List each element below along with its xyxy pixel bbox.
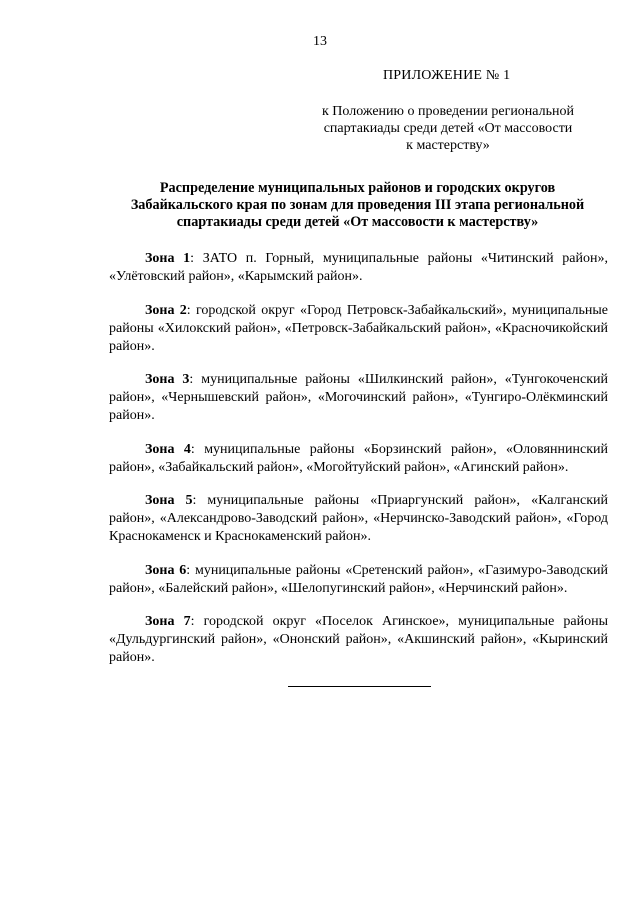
page-number: 13 [313,34,327,49]
zone-paragraph [109,613,608,667]
appendix-title: ПРИЛОЖЕНИЕ № 1 [383,68,511,83]
zone-paragraph [109,302,608,356]
heading-line: спартакиады среди детей «От массовости к мастерству» [176,214,539,230]
appendix-subtitle [300,103,596,154]
zone-text: : ЗАТО п. Горный, муниципальные районы «Читинский район», «Улётовский район», «Карымский район». [109,251,608,284]
zone-label: Зона 1 [145,251,191,266]
zone-label: Зона 7 [145,614,191,629]
zone-paragraph [109,492,608,546]
zone-paragraph [109,250,608,286]
appendix-subtitle-line: к Положению о проведении региональной [321,104,574,119]
zone-text: : муниципальные районы «Борзинский район», «Оловяннинский район», «Забайкальский район», «Могойтуйский район», «Агинский район». [109,441,608,475]
appendix-subtitle-line: к мастерству» [406,138,490,153]
zone-text: : городской округ «Город Петровск-Забайкальский», муниципальные районы «Хилокский район», «Петровск-Забайкальский район», «Красночикойский район». [109,302,608,354]
zone-label: Зона 4 [145,441,191,457]
zone-text: : городской округ «Поселок Агинское», муниципальные районы «Дульдургинский район», «Ононский район», «Акшинский район», «Кыринский район». [109,614,608,665]
zone-label: Зона 6 [145,562,187,578]
zone-text: : муниципальные районы «Приаргунский район», «Калганский район», «Александрово-Заводский район», «Нерчинско-Заводский район», «Город Краснокаменск и Краснокаменский район». [109,493,608,544]
zone-paragraph [109,562,608,598]
heading-line: Распределение муниципальных районов и городских округов [159,180,556,196]
zones-list [109,250,608,683]
zone-label: Зона 2 [145,302,187,318]
heading-line: Забайкальского края по зонам для проведения III этапа региональной [130,197,585,213]
end-divider [288,686,431,687]
zone-paragraph [109,441,608,477]
zone-paragraph [109,371,608,425]
zone-label: Зона 3 [145,372,190,387]
zone-text: : муниципальные районы «Шилкинский район», «Тунгокоченский район», «Чернышевский район», «Могочинский район», «Тунгиро-Олёкминский район». [109,372,608,423]
document-heading [105,180,610,231]
appendix-subtitle-line: спартакиады среди детей «От массовости [323,121,573,136]
zone-label: Зона 5 [145,493,193,508]
zone-text: : муниципальные районы «Сретенский район», «Газимуро-Заводский район», «Балейский район», «Шелопугинский район», «Нерчинский район». [109,562,608,596]
